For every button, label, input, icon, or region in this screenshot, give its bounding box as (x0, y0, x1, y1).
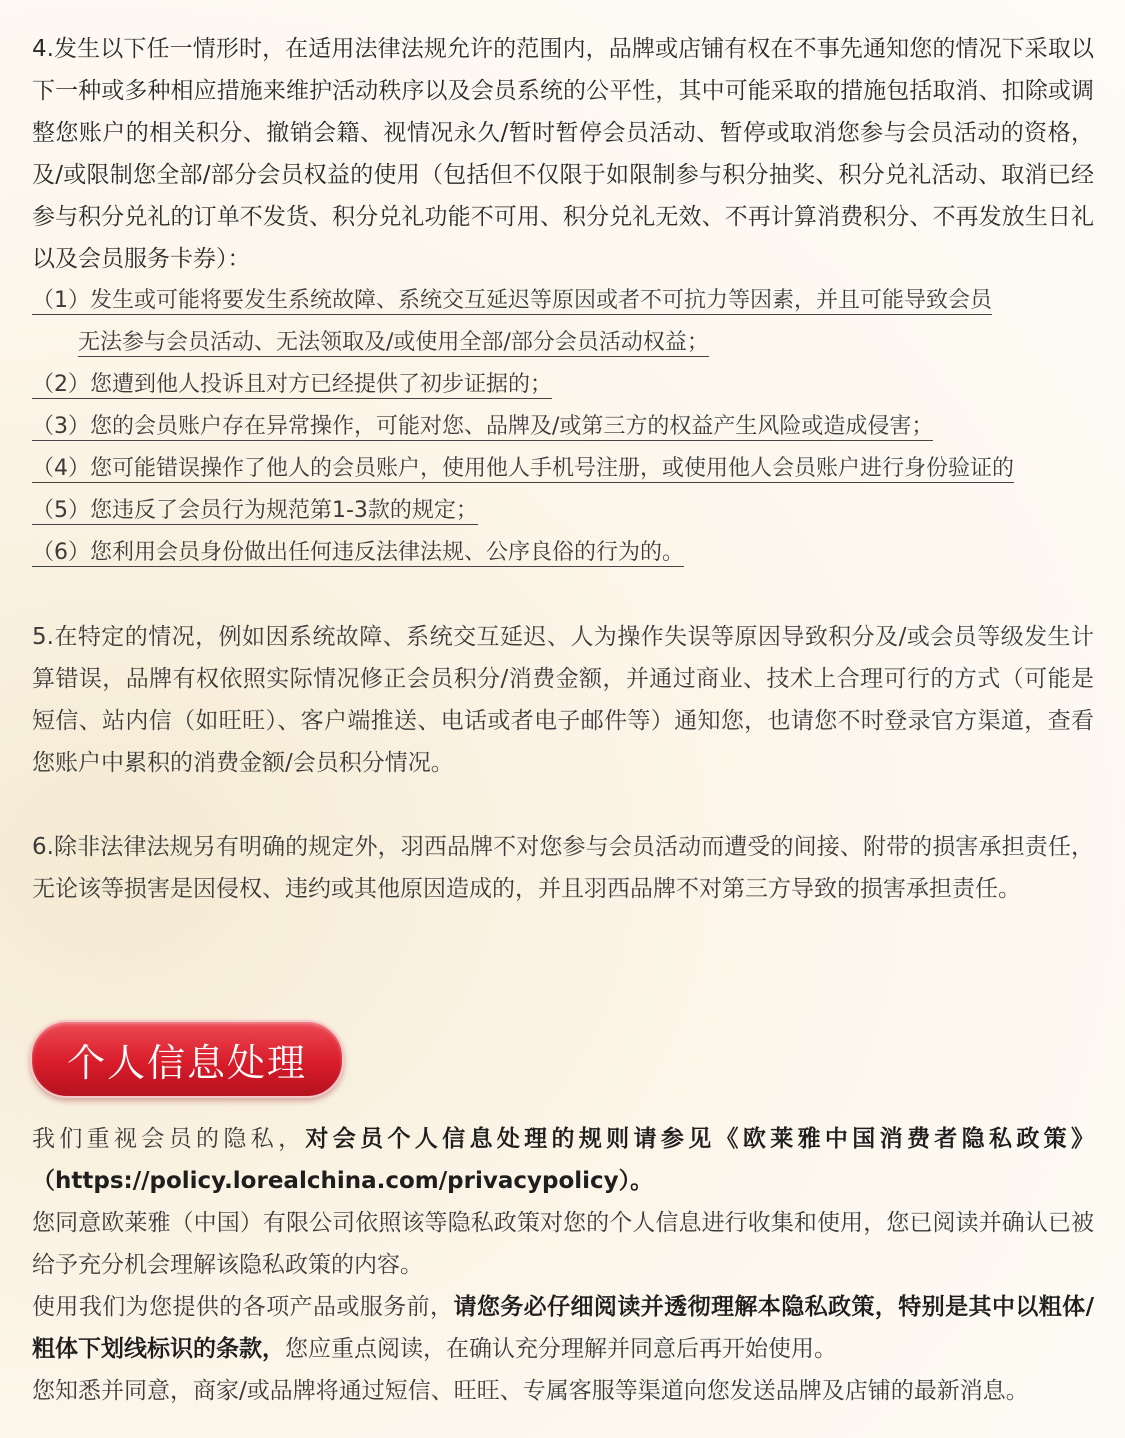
list-item (32, 364, 1094, 406)
privacy-paragraph-3 (32, 1286, 1094, 1370)
section-title-badge (30, 1020, 344, 1098)
privacy-p3-tail: 您应重点阅读，在确认充分理解并同意后再开始使用。 (285, 1336, 837, 1362)
list-item-text: （4）您可能错误操作了他人的会员账户，使用他人手机号注册，或使用他人会员账户进行身份验证的 (32, 456, 1015, 481)
privacy-p3-bold: 请您务必仔细阅读并透彻理解本隐私政策，特别是其中以粗体/粗体下划线标识的条款， (32, 1294, 1094, 1362)
list-item (32, 490, 1094, 532)
privacy-paragraph-4: 您知悉并同意，商家/或品牌将通过短信、旺旺、专属客服等渠道向您发送品牌及店铺的最新消息。 (32, 1378, 1029, 1404)
list-item-text: 无法参与会员活动、无法领取及/或使用全部/部分会员活动权益； (78, 330, 709, 355)
list-item-text: （5）您违反了会员行为规范第1-3款的规定； (32, 498, 478, 523)
list-item (32, 280, 1094, 322)
list-item-text: （1）发生或可能将要发生系统故障、系统交互延迟等原因或者不可抗力等因素，并且可能导致会员 (32, 288, 993, 313)
list-item-text: （3）您的会员账户存在异常操作，可能对您、品牌及/或第三方的权益产生风险或造成侵害； (32, 414, 934, 439)
privacy-policy-link-text[interactable]: 对会员个人信息处理的规则请参见《欧莱雅中国消费者隐私政策》（https://policy.lorealchina.com/privacypolicy）。 (32, 1126, 1095, 1194)
clause-4-text: 4.发生以下任一情形时，在适用法律法规允许的范围内，品牌或店铺有权在不事先通知您的情况下采取以下一种或多种相应措施来维护活动秩序以及会员系统的公平性，其中可能采取的措施包括取消、扣除或调整您账户的相关积分、撤销会籍、视情况永久/暂时暂停会员活动、暂停或取消您参与会员活动的资格，及/或限制您全部/部分会员权益的使用（包括但不仅限于如限制参与积分抽奖、积分兑礼活动、取消已经参与积分兑礼的订单不发货、积分兑礼功能不可用、积分兑礼无效、不再计算消费积分、不再发放生日礼以及会员服务卡券）： (32, 36, 1094, 272)
clause-6-text: 6.除非法律法规另有明确的规定外，羽西品牌不对您参与会员活动而遭受的间接、附带的损害承担责任，无论该等损害是因侵权、违约或其他原因造成的，并且羽西品牌不对第三方导致的损害承担责任。 (32, 834, 1094, 902)
privacy-section (32, 1118, 1094, 1412)
privacy-p1-lead: 我们重视会员的隐私， (32, 1126, 306, 1152)
privacy-p3-lead: 使用我们为您提供的各项产品或服务前， (32, 1294, 454, 1320)
list-item-text: （2）您遭到他人投诉且对方已经提供了初步证据的； (32, 372, 552, 397)
privacy-paragraph-1 (32, 1118, 1094, 1202)
terms-content (32, 28, 1094, 910)
clause-4-list (32, 280, 1094, 574)
list-item (32, 448, 1094, 490)
list-item (32, 532, 1094, 574)
list-item (32, 406, 1094, 448)
list-item-text: （6）您利用会员身份做出任何违反法律法规、公序良俗的行为的。 (32, 540, 684, 565)
section-title: 个人信息处理 (66, 1040, 307, 1085)
privacy-paragraph-2: 您同意欧莱雅（中国）有限公司依照该等隐私政策对您的个人信息进行收集和使用，您已阅读并确认已被给予充分机会理解该隐私政策的内容。 (32, 1210, 1094, 1278)
clause-5-text: 5.在特定的情况，例如因系统故障、系统交互延迟、人为操作失误等原因导致积分及/或会员等级发生计算错误，品牌有权依照实际情况修正会员积分/消费金额，并通过商业、技术上合理可行的方式（可能是短信、站内信（如旺旺）、客户端推送、电话或者电子邮件等）通知您，也请您不时登录官方渠道，查看您账户中累积的消费金额/会员积分情况。 (32, 624, 1094, 776)
list-item (32, 322, 1094, 364)
